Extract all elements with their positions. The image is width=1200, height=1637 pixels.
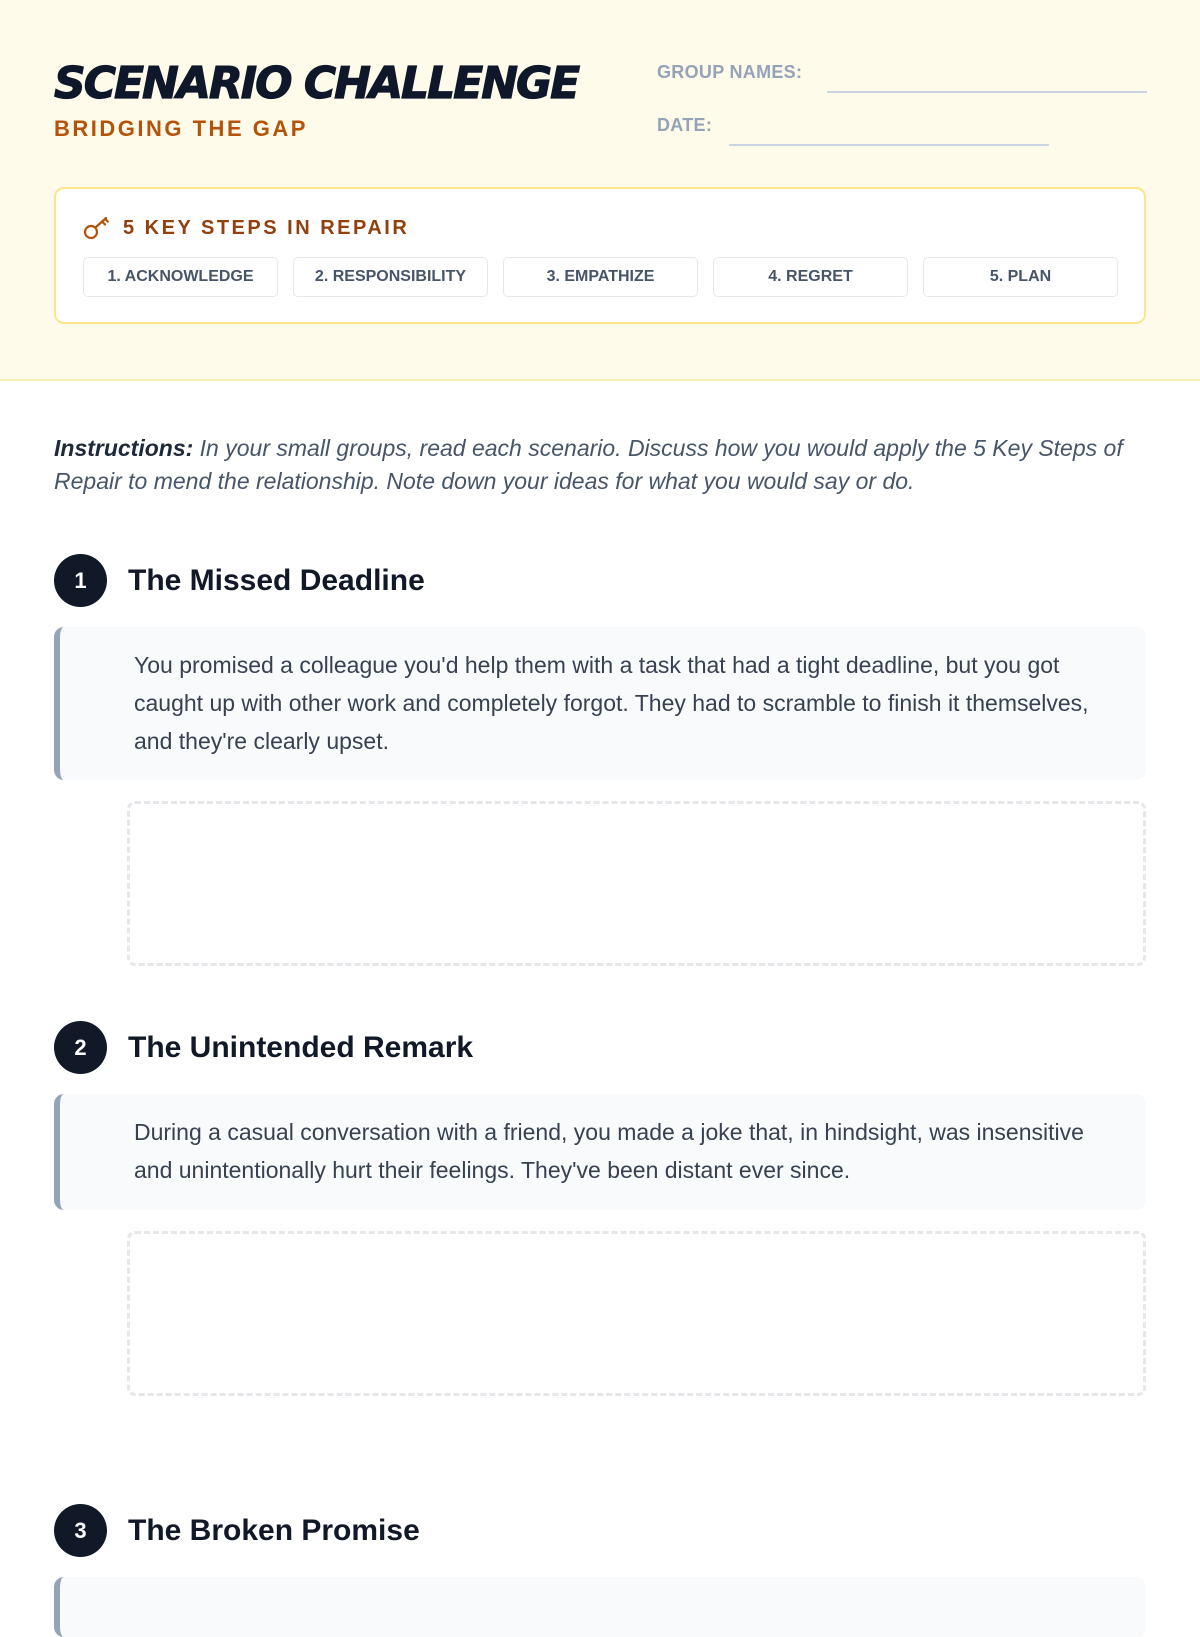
- answer-area[interactable]: [127, 801, 1146, 966]
- scenario-title: The Missed Deadline: [128, 563, 425, 597]
- step-empathize: 3. EMPATHIZE: [503, 257, 698, 297]
- scenario-card: [54, 1021, 1146, 1401]
- instructions-lead: Instructions:: [54, 435, 194, 461]
- scenario-card: [54, 554, 1146, 968]
- page-title: SCENARIO CHALLENGE: [54, 58, 579, 109]
- scenario-heading: [54, 554, 425, 607]
- group-names-label: GROUP NAMES:: [657, 62, 803, 82]
- date-line[interactable]: [729, 144, 1049, 146]
- step-regret: 4. REGRET: [713, 257, 908, 297]
- scenario-number-badge: 2: [54, 1021, 107, 1074]
- scenario-text: You promised a colleague you'd help them with a task that had a tight deadline, but you got caught up with other work and completely forgot. They had to scramble to finish it themselves, and they're clearly upset.: [134, 652, 1089, 754]
- scenario-card: [54, 1504, 1146, 1604]
- page-subtitle: BRIDGING THE GAP: [54, 116, 308, 141]
- scenario-description: [54, 1577, 1146, 1637]
- scenario-heading: [54, 1021, 473, 1074]
- scenario-description: [54, 1094, 1146, 1210]
- instructions: [54, 432, 1154, 498]
- scenario-description: [54, 627, 1146, 780]
- scenario-heading: [54, 1504, 420, 1557]
- step-plan: 5. PLAN: [923, 257, 1118, 297]
- group-names-field[interactable]: [657, 62, 1147, 96]
- key-steps-heading: [83, 215, 409, 241]
- key-steps-list: [83, 257, 1118, 297]
- instructions-text: In your small groups, read each scenario. Discuss how you would apply the 5 Key Steps of Repair to mend the relationship. Note down your ideas for what you would say or do.: [54, 435, 1123, 494]
- answer-area[interactable]: [127, 1231, 1146, 1396]
- key-icon: [83, 215, 111, 241]
- group-names-line[interactable]: [827, 91, 1147, 93]
- key-steps-card: [54, 187, 1146, 324]
- scenario-title: The Broken Promise: [128, 1513, 420, 1547]
- step-acknowledge: 1. ACKNOWLEDGE: [83, 257, 278, 297]
- scenario-text: During a casual conversation with a friend, you made a joke that, in hindsight, was insensitive and unintentionally hurt their feelings. They've been distant ever since.: [134, 1119, 1084, 1183]
- scenario-number-badge: 3: [54, 1504, 107, 1557]
- worksheet-header: [0, 0, 1200, 381]
- step-responsibility: 2. RESPONSIBILITY: [293, 257, 488, 297]
- key-steps-title: 5 KEY STEPS IN REPAIR: [123, 216, 410, 239]
- date-label: DATE:: [657, 115, 713, 135]
- scenario-title: The Unintended Remark: [128, 1030, 474, 1064]
- date-field[interactable]: [657, 115, 1057, 149]
- scenario-number-badge: 1: [54, 554, 107, 607]
